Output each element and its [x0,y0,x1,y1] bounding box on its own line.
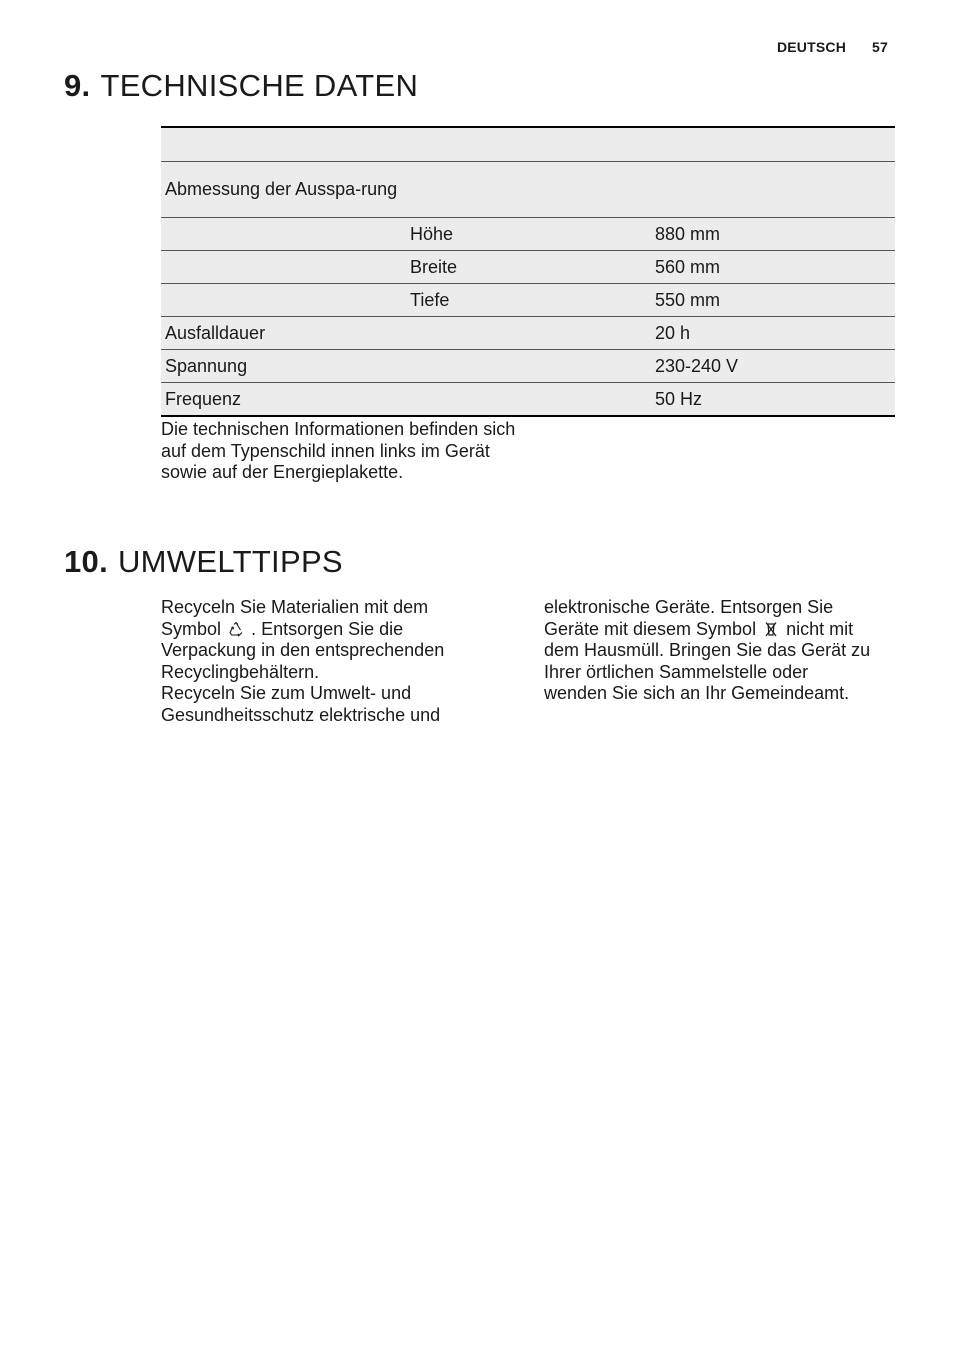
table-cell-sub: Tiefe [406,284,651,317]
table-cell-label: Ausfalldauer [161,317,406,350]
table-row [161,162,895,218]
section-number: 10. [64,544,108,579]
table-cell-label [161,284,406,317]
page-number: 57 [872,39,888,55]
table-row [161,350,895,383]
technical-data-table [161,126,895,417]
recycle-icon [228,621,244,637]
paragraph: Recyceln Sie Materialien mit dem Symbol . Entsorgen Sie die Verpackung in den entsprechenden Recyclingbehältern. [161,597,445,682]
page-header [777,39,888,55]
paragraph: Recyceln Sie zum Umwelt- und Gesundheitsschutz elektrische und [161,683,441,725]
table-cell-label: Frequenz [161,383,406,417]
section-title-text: TECHNISCHE DATEN [100,68,419,103]
table-cell-sub [406,350,651,383]
technical-info-note: Die technischen Informationen befinden sich auf dem Typenschild innen links im Gerät sowie auf der Energieplakette. [161,419,516,482]
table-cell-value: 880 mm [651,218,895,251]
table-row [161,218,895,251]
table-row [161,317,895,350]
table-cell-label: Spannung [161,350,406,383]
table-cell-value: 560 mm [651,251,895,284]
table-cell-value: 50 Hz [651,383,895,417]
crossed-bin-icon [763,621,779,637]
table-cell-label [161,218,406,251]
table-header-row [161,127,895,162]
section-number: 9. [64,68,91,103]
environment-text-right [544,597,874,705]
section-title-text: UMWELTTIPPS [118,544,343,579]
paragraph: elektronische Geräte. Entsorgen Sie Geräte mit diesem Symbol nicht mit dem Hausmüll. Bringen Sie das Gerät zu Ihrer örtlichen Sammelstelle oder wenden Sie sich an Ihr Gemeindeamt. [544,597,871,703]
environment-text-left [161,597,491,726]
table-row [161,284,895,317]
section-title-technical-data [64,68,418,104]
table-cell-sub: Höhe [406,218,651,251]
table-cell-value: 550 mm [651,284,895,317]
table-cell-label [161,251,406,284]
header-language: DEUTSCH [776,39,847,55]
table-row [161,383,895,417]
table-cell-sub [406,317,651,350]
table-row [161,251,895,284]
section-title-environment-tips [64,544,343,580]
table-cell-value: 20 h [651,317,895,350]
table-cell-label: Abmessung der Ausspa-rung [161,162,406,218]
table-cell-sub: Breite [406,251,651,284]
table-cell-value: 230-240 V [651,350,895,383]
table-cell-sub [406,383,651,417]
